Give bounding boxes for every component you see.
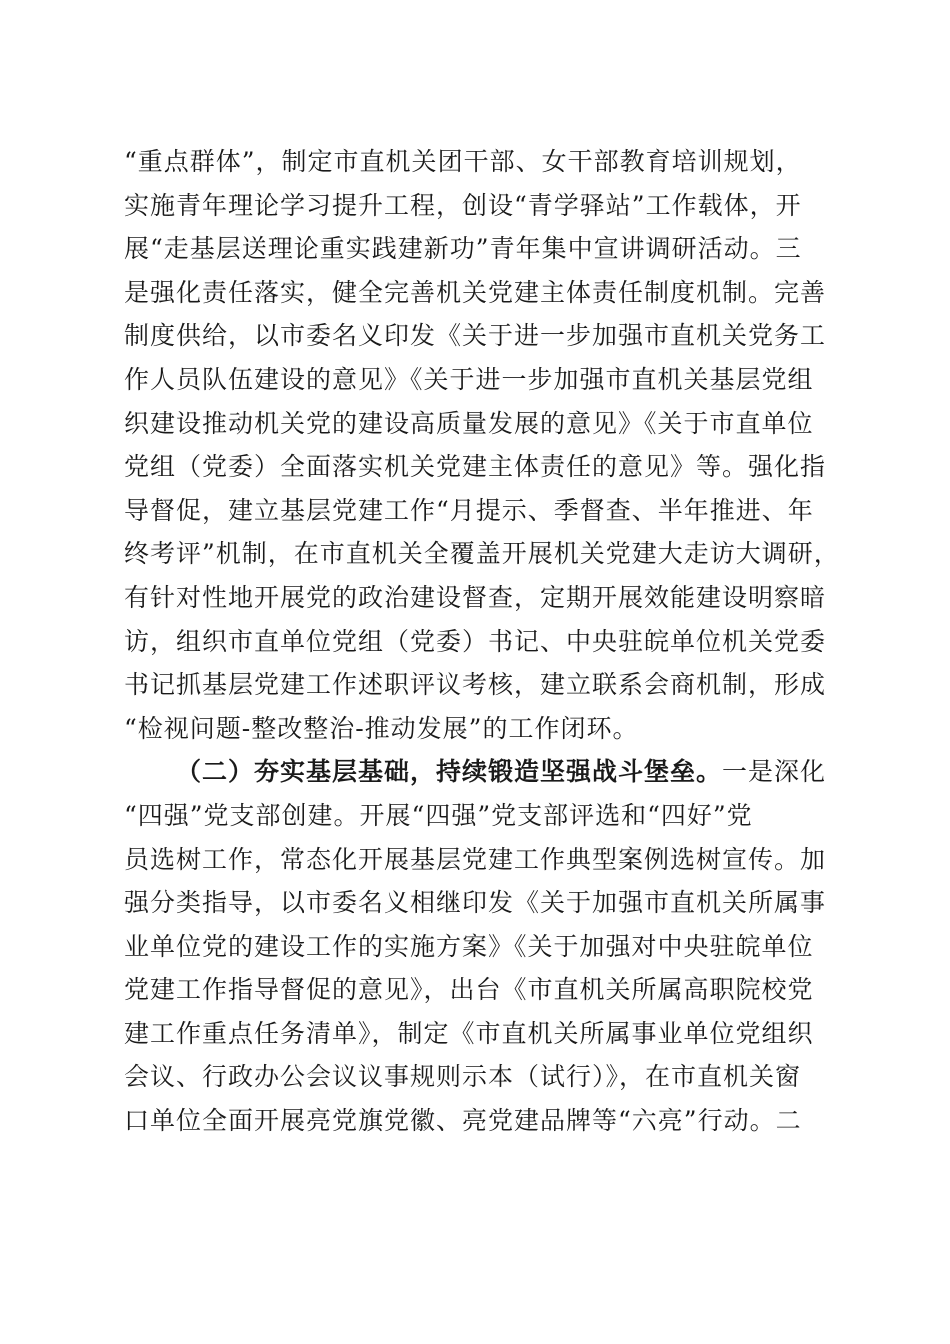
paragraph-2-line: 建工作重点任务清单》，制定《市直机关所属事业单位党组织	[124, 1018, 814, 1048]
paragraph-1-line: 书记抓基层党建工作述职评议考核，建立联系会商机制，形成	[124, 670, 827, 700]
paragraph-2-lead-text: 一是深化	[722, 757, 827, 787]
paragraph-1-line: 制度供给，以市委名义印发《关于进一步加强市直机关党务工	[124, 321, 827, 351]
paragraph-2-first-line	[124, 750, 844, 794]
paragraph-1-line: 终考评”机制，在市直机关全覆盖开展机关党建大走访大调研，	[124, 539, 840, 569]
paragraph-1-line: 织建设推动机关党的建设高质量发展的意见》《关于市直单位	[124, 408, 814, 438]
paragraph-1-line: 党组（党委）全面落实机关党建主体责任的意见》等。强化指	[124, 452, 827, 482]
paragraph-2-line: 会议、行政办公会议议事规则示本（试行）》，在市直机关窗	[124, 1062, 802, 1092]
paragraph-1-line: “重点群体”，制定市直机关团干部、女干部教育培训规划，	[124, 147, 802, 176]
paragraph-1-line: 作人员队伍建设的意见》《关于进一步加强市直机关基层党组	[124, 364, 814, 394]
paragraph-2-line: 强分类指导，以市委名义相继印发《关于加强市直机关所属事	[124, 888, 827, 918]
document-body	[124, 140, 844, 1143]
section-heading: （二）夯实基层基础，持续锻造坚强战斗堡垒。	[176, 757, 723, 787]
paragraph-1-line: 展“走基层送理论重实践建新功”青年集中宣讲调研活动。三	[124, 234, 802, 264]
paragraph-1-line: 访，组织市直单位党组（党委）书记、中央驻皖单位机关党委	[124, 626, 827, 656]
paragraph-1-line: “检视问题-整改整治-推动发展”的工作闭环。	[124, 713, 639, 743]
paragraph-1-line: 实施青年理论学习提升工程，创设“青学驿站”工作载体，开	[124, 190, 802, 220]
paragraph-1-line: 是强化责任落实，健全完善机关党建主体责任制度机制。完善	[124, 277, 827, 307]
paragraph-1-line: 导督促，建立基层党建工作“月提示、季督查、半年推进、年	[124, 495, 814, 525]
paragraph-2-line: 业单位党的建设工作的实施方案》《关于加强对中央驻皖单位	[124, 931, 814, 961]
paragraph-2-line: 党建工作指导督促的意见》，出台《市直机关所属高职院校党	[124, 975, 814, 1005]
paragraph-2-line: 口单位全面开展亮党旗党徽、亮党建品牌等“六亮”行动。二	[124, 1106, 802, 1136]
paragraph-1-line: 有针对性地开展党的政治建设督查，定期开展效能建设明察暗	[124, 582, 827, 612]
paragraph-2-line: “四强”党支部创建。开展“四强”党支部评选和“四好”党	[124, 800, 753, 830]
paragraph-2-line: 员选树工作，常态化开展基层党建工作典型案例选树宣传。加	[124, 844, 827, 874]
